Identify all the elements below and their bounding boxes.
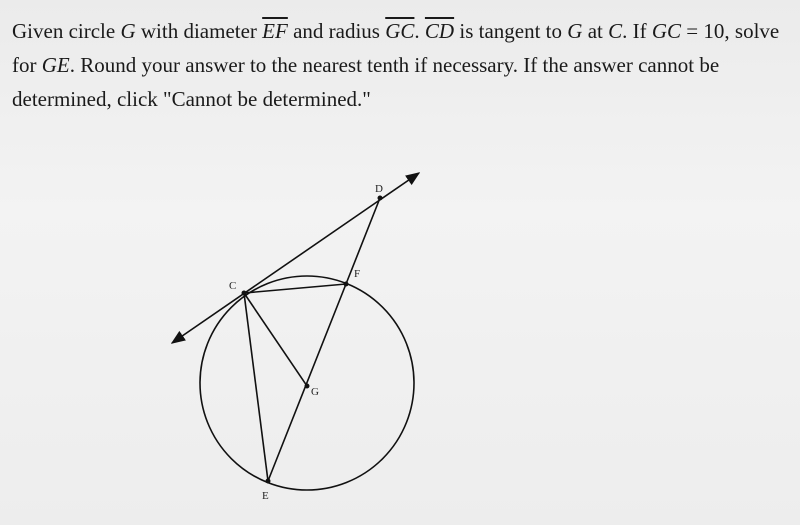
- question-fragment: . If: [622, 19, 652, 43]
- point-d-dot: [378, 196, 383, 201]
- math-segment-ef: $\overline{EF}$: [262, 19, 288, 43]
- label-f: F: [354, 268, 361, 280]
- question-fragment: Given circle: [12, 19, 121, 43]
- math-segment-cd: $\overline{CD}$: [424, 19, 455, 43]
- math-circle-name: G: [567, 19, 583, 43]
- label-e: E: [262, 490, 269, 502]
- math-var-ge: GE: [41, 53, 70, 77]
- point-f-dot: [344, 282, 349, 287]
- label-d: D: [375, 183, 383, 195]
- question-fragment: at: [582, 19, 609, 43]
- segment-ce: [244, 293, 268, 481]
- question-fragment: . Round your answer to the nearest tenth if necessary. If the answer cannot be determined, click "Cannot be determined.": [12, 53, 720, 111]
- question-fragment: with diameter: [135, 19, 263, 43]
- point-e-dot: [266, 479, 271, 484]
- question-fragment: = 10, solve for: [12, 19, 780, 77]
- question-fragment: and radius: [287, 19, 386, 43]
- math-var-gc: GC: [651, 19, 682, 43]
- point-c-dot: [242, 291, 247, 296]
- segment-cf: [244, 284, 346, 293]
- label-g: G: [311, 386, 319, 398]
- math-point-c: C: [608, 19, 623, 43]
- diameter-ef: [268, 284, 346, 481]
- math-circle-name: G: [120, 19, 136, 43]
- point-g-dot: [305, 384, 310, 389]
- label-c: C: [229, 280, 237, 292]
- math-segment-gc: $\overline{GC}$: [385, 19, 415, 43]
- question-fragment: .: [414, 19, 425, 43]
- question-fragment: is tangent to: [454, 19, 568, 43]
